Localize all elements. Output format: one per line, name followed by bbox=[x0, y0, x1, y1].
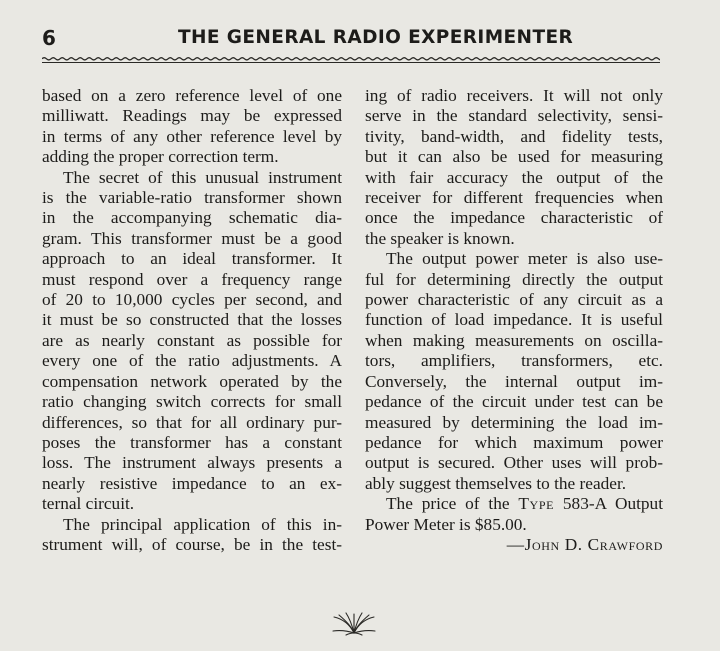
text-line: approach to an ideal transformer. It bbox=[42, 249, 342, 269]
text-line: tors, amplifiers, transformers, etc. bbox=[365, 351, 663, 371]
text-line: strument will, of course, be in the test- bbox=[42, 534, 342, 554]
text-line: pedance of the circuit under test can be bbox=[365, 392, 663, 412]
text-line: it must be so constructed that the losses bbox=[42, 310, 342, 330]
left-column bbox=[42, 86, 342, 555]
type-word: Type bbox=[518, 494, 555, 514]
text-line: every one of the ratio adjustments. A bbox=[42, 351, 342, 371]
text-line: based on a zero reference level of one bbox=[42, 86, 342, 105]
text-line: when making measurements on oscilla- bbox=[365, 330, 663, 350]
text-line: loss. The instrument always presents a bbox=[42, 453, 342, 473]
text-line: are as nearly constant as possible for bbox=[42, 330, 342, 350]
text-line: in terms of any other reference level by bbox=[42, 126, 342, 146]
text-line: of 20 to 10,000 cycles per second, and bbox=[42, 290, 342, 310]
text-line: milliwatt. Readings may be expressed bbox=[42, 106, 342, 126]
text-line: receiver for different frequencies when bbox=[365, 188, 663, 208]
price-line-start: The price of the bbox=[386, 494, 519, 514]
text-line: nearly resistive impedance to an ex- bbox=[42, 473, 342, 493]
price-line-2: Power Meter is $85.00. bbox=[365, 514, 527, 534]
text-line: is the variable-ratio transformer shown bbox=[42, 188, 342, 208]
text-line: the speaker is known. bbox=[365, 228, 515, 248]
text-line: compensation network operated by the bbox=[42, 371, 342, 391]
text-line: must respond over a frequency range bbox=[42, 269, 342, 289]
text-line: The output power meter is also use- bbox=[386, 249, 663, 269]
text-line: measured by determining the load im- bbox=[365, 412, 663, 432]
text-line: in the accompanying schematic dia- bbox=[42, 208, 342, 228]
text-line: with fair accuracy the output of the bbox=[365, 167, 663, 187]
text-line: poses the transformer has a constant bbox=[42, 432, 342, 452]
text-line: ful for determining directly the output bbox=[365, 269, 663, 289]
text-line: power characteristic of any circuit as a bbox=[365, 290, 663, 310]
running-head: THE GENERAL RADIO EXPERIMENTER bbox=[178, 27, 574, 48]
text-line: adding the proper correction term. bbox=[42, 147, 279, 167]
price-line-end: 583-A Output bbox=[554, 494, 663, 514]
end-ornament-icon bbox=[331, 611, 377, 637]
right-column bbox=[365, 86, 663, 555]
page-number: 6 bbox=[42, 26, 57, 50]
header-wave-rule bbox=[42, 56, 660, 64]
text-line: pedance for which maximum power bbox=[365, 432, 663, 452]
text-line: ternal circuit. bbox=[42, 494, 135, 514]
author-signature: —John D. Crawford bbox=[506, 534, 663, 554]
text-line: ratio changing switch corrects for small bbox=[42, 392, 342, 412]
text-line: but it can also be used for measuring bbox=[365, 147, 663, 167]
text-line: gram. This transformer must be a good bbox=[42, 228, 342, 248]
text-line: function of load impedance. It is useful bbox=[365, 310, 663, 330]
text-line: The secret of this unusual instrument bbox=[63, 167, 342, 187]
text-line: Conversely, the internal output im- bbox=[365, 371, 663, 391]
price-line bbox=[365, 494, 663, 514]
text-line: serve in the standard selectivity, sensi- bbox=[365, 106, 663, 126]
text-line: ing of radio receivers. It will not only bbox=[365, 86, 663, 105]
text-line: tivity, band-width, and fidelity tests, bbox=[365, 126, 663, 146]
text-line: ably suggest themselves to the reader. bbox=[365, 473, 627, 493]
text-line: once the impedance characteristic of bbox=[365, 208, 663, 228]
text-line: The principal application of this in- bbox=[63, 514, 342, 534]
text-line: output is secured. Other uses will prob- bbox=[365, 453, 663, 473]
text-line: differences, so that for all ordinary pur- bbox=[42, 412, 342, 432]
